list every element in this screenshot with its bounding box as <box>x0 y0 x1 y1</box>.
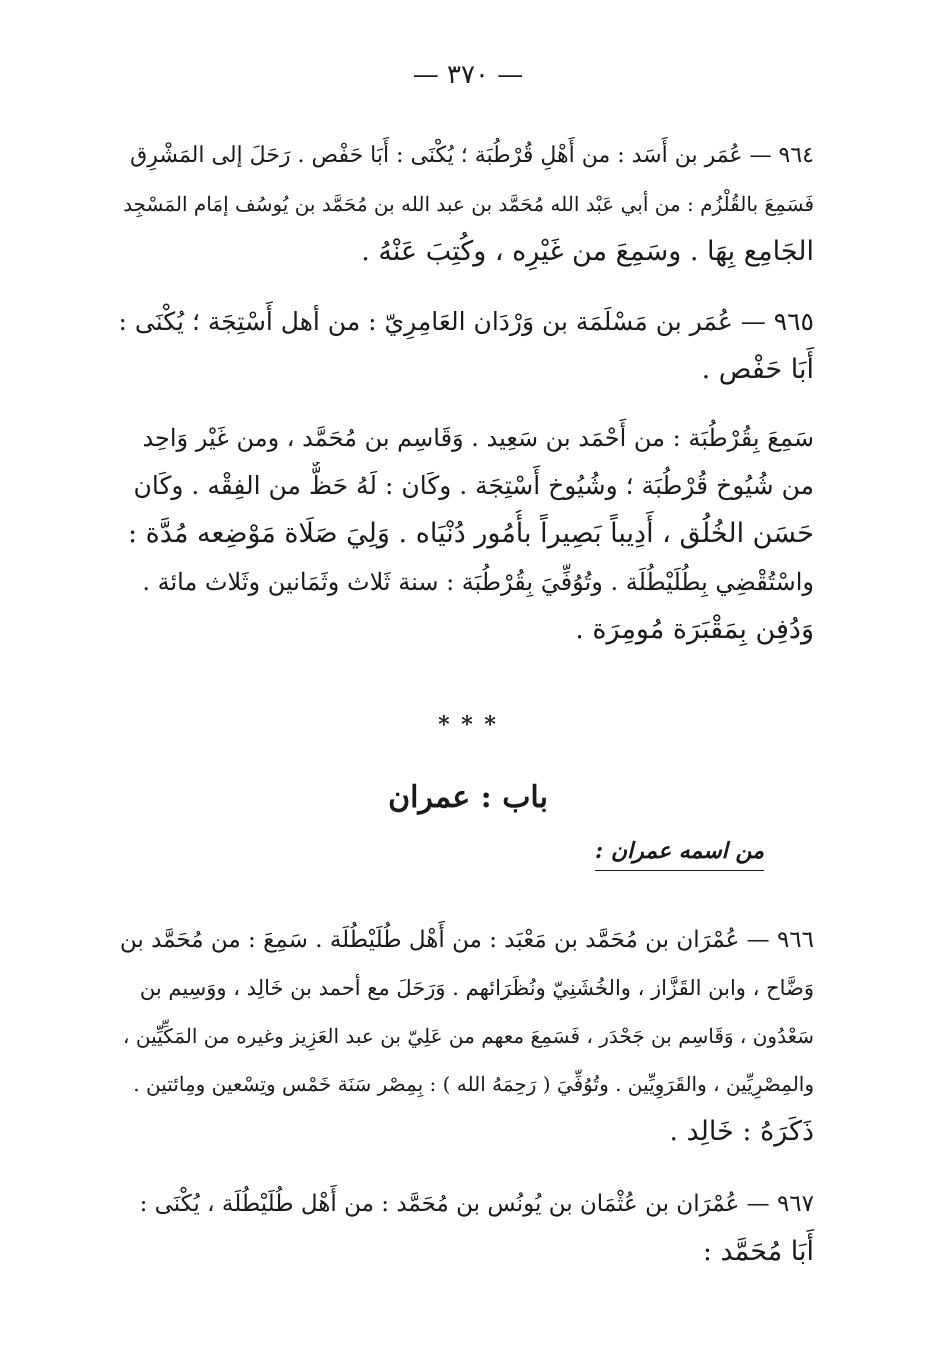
entry-line: فَسَمِعَ بالقُلْزُم : من أبي عَبْد الله مُحَمَّد بن عبد الله بن مُحَمَّد بن يُوسُف إمَام المَسْجِد <box>123 192 814 216</box>
entry-965-paragraph <box>119 414 814 654</box>
paragraph-line: وَدُفِن بِمَقْبَرَة مُومِرَة . <box>575 614 814 645</box>
entry-965 <box>119 298 814 394</box>
page-number: — ٣٧٠ — <box>412 60 524 90</box>
section-subheading: من اسمه عمران : <box>595 838 764 871</box>
entry-line: سَعْدُون ، وَقَاسِم بن جَحْدَر ، فَسَمِعَ معهم من عَلِيّ بن عبد العَزِيز وغيره من المَكِّيِّين ، <box>123 1024 814 1048</box>
paragraph-line: حَسَن الخُلُق ، أَدِيباً بَصِيراً بأُمُور دُنْيَاه . وَلِيَ صَلَاة مَوْضِعه مُدَّة : <box>127 518 814 549</box>
entry-line: والمِصْرِيِّين ، والقَرَوِيِّين . وتُوُفِّيَ ( رَحِمَهُ الله ) : بِمِصْر سَنَة خَمْس وتِسْعين ومِائتين . <box>133 1072 814 1096</box>
section-separator: * * * <box>438 712 498 738</box>
entry-line: الجَامِع بِهَا . وسَمِعَ من غَيْرِه ، وكُتِبَ عَنْهُ . <box>361 236 814 267</box>
entry-966 <box>119 916 814 1156</box>
entry-line: ٩٦٦ — عُمْرَان بن مُحَمَّد بن مَعْبَد : من أَهْل طُلَيْطُلَة . سَمِعَ : من مُحَمَّد بن <box>119 927 814 953</box>
paragraph-line: واسْتُقْضِي بِطُلَيْطُلَة . وتُوُفِّيَ بِقُرْطُبَة : سنة ثَلاث وثَمَانين وثَلاث مائة . <box>142 568 814 596</box>
entry-line: أَبَا مُحَمَّد : <box>702 1236 814 1267</box>
entry-line: أَبَا حَفْص . <box>701 354 814 385</box>
entry-line: وَضَّاح ، وابن القَزَّاز ، والخُشَنِيّ ونُظَرَائهم . وَرَحَلَ مع أحمد بن خَالِد ، ووَسِيم بن <box>139 976 814 1000</box>
chapter-title: باب : عمران <box>388 780 548 815</box>
entry-line: ٩٦٤ — عُمَر بن أَسَد : من أَهْلِ قُرْطُبَة ؛ يُكْنَى : أَبَا حَفْص . رَحَلَ إلى المَشْرِق <box>130 143 814 168</box>
paragraph-line: سَمِعَ بِقُرْطُبَة : من أَحْمَد بن سَعِيد . وَقَاسِم بن مُحَمَّد ، ومن غَيْر وَاحِد <box>142 424 814 452</box>
entry-964 <box>119 132 814 276</box>
entry-line: ٩٦٥ — عُمَر بن مَسْلَمَة بن وَرْدَان العَامِرِيّ : من أهل أَسْتِجَة ؛ يُكْنَى : <box>119 307 814 336</box>
paragraph-line: من شُيُوخ قُرْطُبَة ؛ وشُيُوخ أَسْتِجَة . وكَان : لَهُ حَظٌّ من الفِقْه . وكَان <box>133 471 814 500</box>
entry-line: ذَكَرَهُ : خَالِد . <box>669 1116 814 1147</box>
entry-967 <box>119 1180 814 1276</box>
entry-line: ٩٦٧ — عُمْرَان بن عُثْمَان بن يُونُس بن مُحَمَّد : من أَهْل طُلَيْطُلَة ، يُكْنَى : <box>139 1191 814 1217</box>
